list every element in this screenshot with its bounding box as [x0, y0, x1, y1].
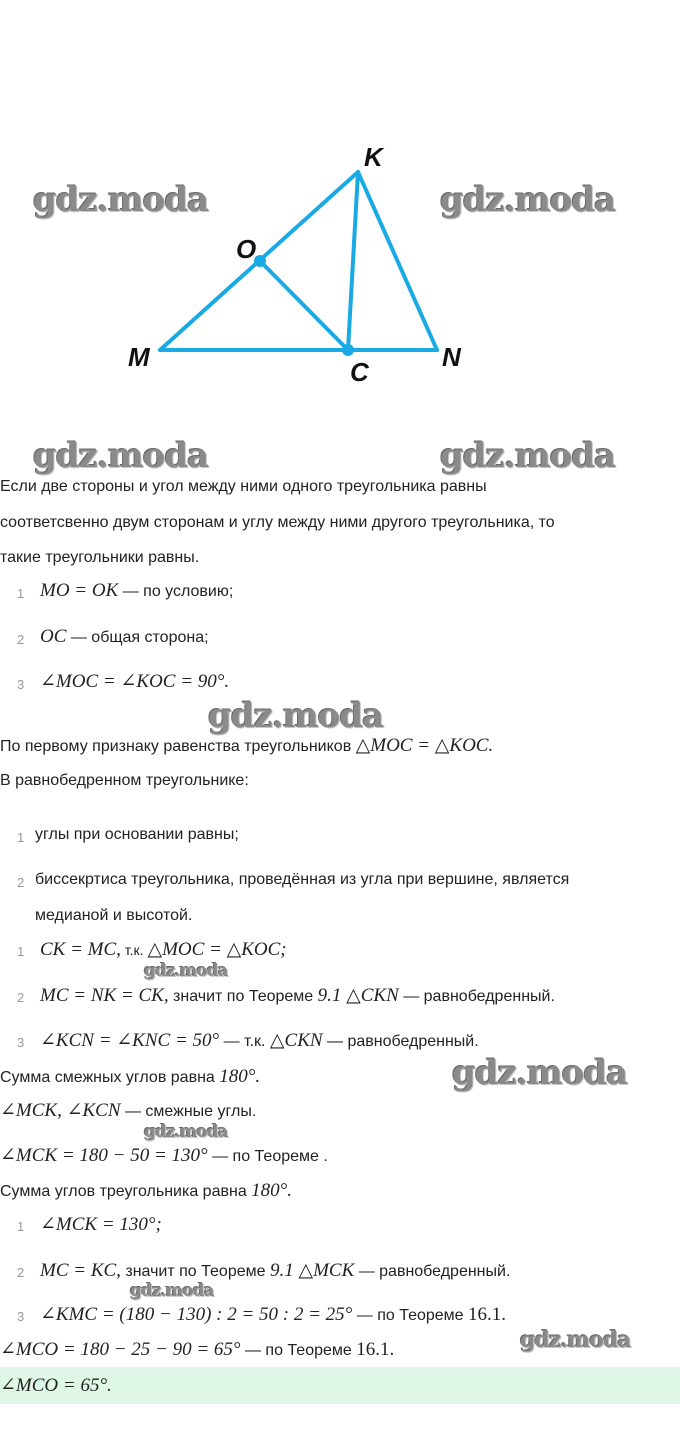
- list-number: 1: [17, 830, 25, 845]
- list-item: углы при основании равны;: [35, 826, 239, 843]
- label-o: O: [236, 234, 257, 264]
- answer: ∠MCO = 65°.: [0, 1375, 112, 1396]
- label-k: K: [364, 142, 383, 172]
- watermark: gdz.moda: [130, 1281, 214, 1301]
- list-item: ∠KCN = ∠KNC = 50° — т.к. △CKN — равнобедренный.: [40, 1030, 479, 1051]
- isosceles-heading: В равнобедренном треугольнике:: [0, 772, 249, 789]
- watermark: gdz.moda: [520, 1327, 631, 1353]
- list-item: MC = KC, значит по Теореме 9.1 △MCK — равнобедренный.: [40, 1260, 511, 1281]
- list-number: 3: [17, 1035, 25, 1050]
- list-item-continuation: медианой и высотой.: [35, 907, 193, 924]
- list-number: 1: [17, 586, 25, 601]
- watermark: gdz.moda: [144, 961, 228, 981]
- list-item: OC — общая сторона;: [40, 626, 209, 647]
- list-item: MO = OK — по условию;: [40, 580, 234, 601]
- rule-line-3: такие треугольники равны.: [0, 549, 200, 566]
- watermark: gdz.moda: [452, 1053, 628, 1093]
- list-item: ∠KMC = (180 − 130) : 2 = 50 : 2 = 25° — по Теореме 16.1.: [40, 1304, 507, 1325]
- triangle-sum-rule: Сумма углов треугольника равна 180°.: [0, 1180, 293, 1201]
- label-c: C: [350, 357, 369, 387]
- label-m: M: [128, 342, 150, 372]
- rule-line-2: соответсвенно двум сторонам и углу между ними другого треугольника, то: [0, 514, 555, 531]
- segment-oc: [260, 261, 348, 350]
- list-item: биссекртиса треугольника, проведённая из угла при вершине, является: [35, 871, 570, 888]
- list-number: 1: [17, 1219, 25, 1234]
- watermark: gdz.moda: [208, 696, 384, 736]
- rule-line-1: Если две стороны и угол между ними одного треугольника равны: [0, 478, 487, 495]
- list-item: CK = MC, т.к. △MOC = △KOC;: [40, 939, 287, 960]
- watermark: gdz.moda: [144, 1122, 228, 1142]
- list-number: 3: [17, 1309, 25, 1324]
- list-number: 2: [17, 875, 25, 890]
- list-item: ∠MCK = 130°;: [40, 1214, 162, 1235]
- list-number: 1: [17, 944, 25, 959]
- label-n: N: [442, 342, 461, 372]
- list-number: 2: [17, 990, 25, 1005]
- list-number: 2: [17, 632, 25, 647]
- mck-calculation: ∠MCK = 180 − 50 = 130° — по Теореме .: [0, 1145, 328, 1166]
- list-item: MC = NK = CK, значит по Теореме 9.1 △CKN — равнобедренный.: [40, 985, 555, 1006]
- watermark: gdz.moda: [440, 436, 616, 476]
- conclusion-1: По первому признаку равенства треугольников △MOC = △KOC.: [0, 735, 494, 756]
- adjacent-rule: Сумма смежных углов равна 180°.: [0, 1066, 261, 1087]
- adjacent-pair: ∠MCK, ∠KCN — смежные углы.: [0, 1100, 257, 1121]
- watermark: gdz.moda: [33, 180, 209, 220]
- list-number: 3: [17, 677, 25, 692]
- list-number: 2: [17, 1265, 25, 1280]
- point-c: [342, 344, 354, 356]
- watermark: gdz.moda: [33, 436, 209, 476]
- segment-kn: [358, 172, 437, 350]
- mco-calculation: ∠MCO = 180 − 25 − 90 = 65° — по Теореме 16.1.: [0, 1339, 395, 1360]
- segment-kc: [348, 172, 358, 350]
- watermark: gdz.moda: [440, 180, 616, 220]
- list-item: ∠MOC = ∠KOC = 90°.: [40, 671, 230, 692]
